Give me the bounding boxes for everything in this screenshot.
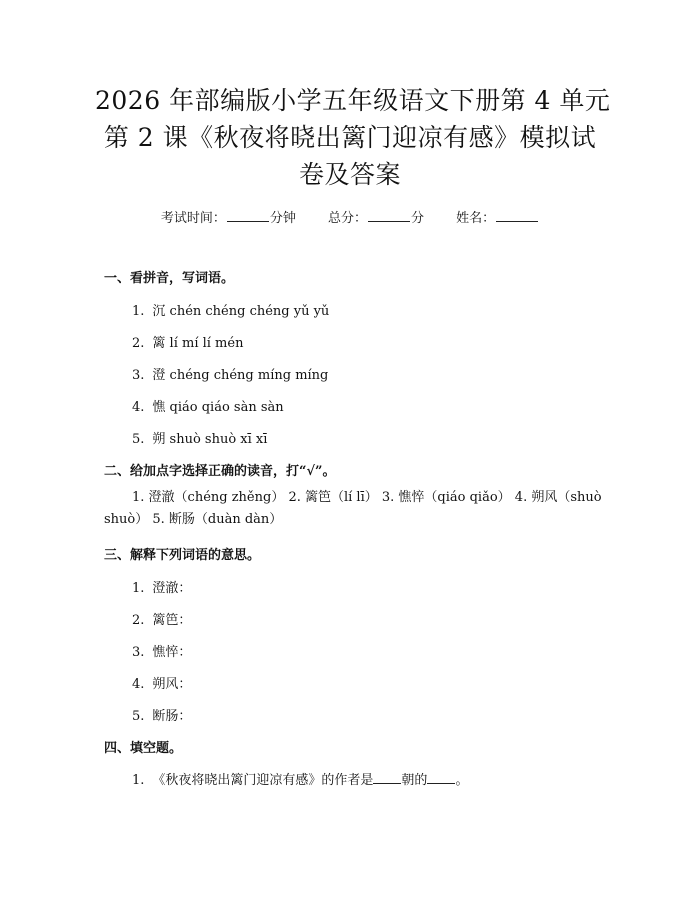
exam-meta — [0, 207, 700, 226]
item-number: 3. — [132, 368, 145, 383]
list-item — [132, 705, 191, 724]
name-blank[interactable] — [496, 209, 538, 222]
list-item — [132, 396, 284, 415]
section-4-heading: 四、填空题。 — [104, 741, 183, 756]
item-number: 4. — [132, 677, 145, 692]
item-text: 憔 qiáo qiáo sàn sàn — [152, 400, 284, 415]
score-unit: 分 — [411, 211, 425, 226]
item-number: 2. — [132, 336, 145, 351]
item-number: 5. — [132, 432, 145, 447]
title-line-1: 2026 年部编版小学五年级语文下册第 4 单元 — [95, 86, 611, 115]
name-label: 姓名： — [456, 211, 496, 226]
section-2-heading: 二、给加点字选择正确的读音，打“√”。 — [104, 464, 336, 479]
item-text: 沉 chén chéng chéng yǔ yǔ — [152, 304, 330, 319]
item-number: 1. — [132, 581, 145, 596]
item-text: 断肠： — [152, 709, 192, 724]
item-number: 3. — [132, 645, 145, 660]
section-2-paragraph: 1. 澄澈（chéng zhěng） 2. 篱笆（lí lī） 3. 憔悴（qiáo qiǎo） 4. 朔风（shuò shuò） 5. 断肠（duàn dàn） — [104, 490, 602, 527]
item-text: 朔风： — [152, 677, 192, 692]
item-text: 篱 lí mí lí mén — [152, 336, 244, 351]
time-blank[interactable] — [227, 209, 269, 222]
item-number: 2. — [132, 613, 145, 628]
item-number: 4. — [132, 400, 145, 415]
section-3-heading: 三、解释下列词语的意思。 — [104, 548, 261, 563]
item-text: 澄 chéng chéng míng míng — [152, 368, 329, 383]
item-text: 朝的 — [401, 773, 428, 788]
item-number: 1. — [132, 773, 145, 788]
title-line-3: 卷及答案 — [298, 160, 401, 189]
list-item — [132, 364, 328, 383]
list-item — [132, 769, 468, 788]
list-item — [132, 641, 191, 660]
name-field — [456, 211, 539, 226]
item-text: 朔 shuò shuò xī xī — [152, 432, 268, 447]
list-item — [132, 609, 191, 628]
author-blank[interactable] — [427, 771, 455, 784]
score-blank[interactable] — [368, 209, 410, 222]
time-field — [161, 211, 296, 226]
item-text: 憔悴： — [152, 645, 192, 660]
item-number: 1. — [132, 304, 145, 319]
score-field — [328, 211, 424, 226]
list-item — [132, 300, 329, 319]
score-label: 总分： — [327, 211, 367, 226]
time-label: 考试时间： — [160, 211, 226, 226]
dynasty-blank[interactable] — [373, 771, 401, 784]
list-item — [132, 577, 191, 596]
item-text: 《秋夜将晓出篱门迎凉有感》的作者是 — [152, 773, 374, 788]
list-item — [132, 332, 243, 351]
list-item — [132, 428, 267, 447]
list-item — [132, 673, 191, 692]
item-text: 澄澈： — [152, 581, 192, 596]
time-unit: 分钟 — [269, 211, 296, 226]
section-1-heading: 一、看拼音，写词语。 — [104, 271, 235, 286]
page-title — [95, 82, 611, 193]
item-text: 。 — [455, 773, 469, 788]
item-text: 篱笆： — [152, 613, 192, 628]
title-line-2: 第 2 课《秋夜将晓出篱门迎凉有感》模拟试 — [103, 123, 597, 152]
item-number: 5. — [132, 709, 145, 724]
